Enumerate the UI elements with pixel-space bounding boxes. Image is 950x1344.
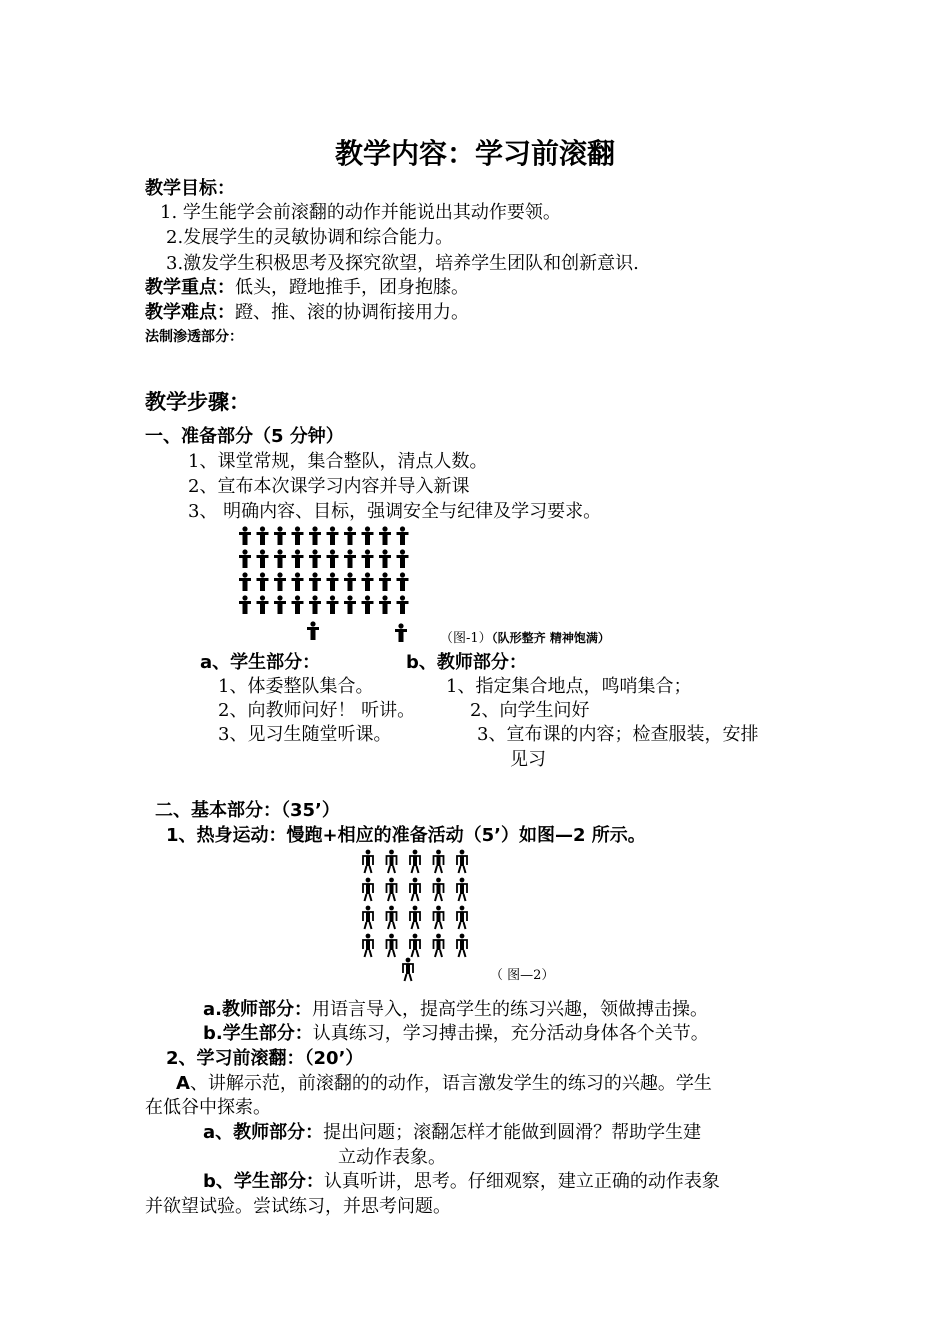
student-figure-icon (239, 572, 251, 591)
student-figure-icon (327, 595, 339, 614)
student-figure-icon (344, 572, 356, 591)
warmup-teacher (203, 997, 708, 1023)
student-figure-icon (362, 572, 374, 591)
student-figure-icon (292, 549, 304, 568)
student-figure-icon (257, 572, 269, 591)
student-figure-icon (410, 878, 420, 901)
student-figure-icon (307, 621, 319, 640)
key-points-text: 低头，蹬地推手，团身抱膝。 (235, 277, 469, 298)
roll-student (203, 1169, 720, 1195)
objectives-label: 教学目标： (145, 178, 235, 199)
key-points-label: 教学重点： (145, 277, 235, 298)
student-figure-icon (274, 572, 286, 591)
student-figure-icon (239, 595, 251, 614)
student-figure-icon (363, 906, 373, 929)
formation-figure-2 (360, 848, 472, 980)
student-figure-icon (379, 572, 391, 591)
student-figure-icon (387, 934, 397, 957)
warmup-student (203, 1021, 709, 1047)
student-figure-icon (434, 850, 444, 873)
difficulties-label: 教学难点： (145, 302, 235, 323)
student-figure-icon (292, 595, 304, 614)
student-figure-icon (239, 526, 251, 545)
student-figure-icon (327, 549, 339, 568)
part1-heading: 一、准备部分（5 分钟） (145, 426, 344, 447)
student-figure-icon (397, 572, 409, 591)
demo-text: 、讲解示范，前滚翻的的动作，语言激发学生的练习的兴趣。学生 (189, 1073, 712, 1094)
difficulties-text: 蹬、推、滚的协调衔接用力。 (235, 302, 469, 323)
student-item: 2、向教师问好！ 听讲。 (218, 700, 416, 721)
difficulties (145, 300, 469, 326)
roll-student-line-2: 并欲望试验。尝试练习，并思考问题。 (145, 1196, 451, 1217)
law-label: 法制渗透部分： (145, 329, 243, 345)
warmup-student-label: b.学生部分： (203, 1023, 313, 1044)
page-title: 教学内容：学习前滚翻 (334, 137, 615, 170)
student-figure-icon (410, 906, 420, 929)
figure1-caption-note: （队形整齐 精神饱满） (491, 631, 610, 645)
teacher-item: 见习 (510, 749, 546, 770)
student-figure-icon (434, 934, 444, 957)
student-figure-icon (387, 906, 397, 929)
student-figure-icon (379, 549, 391, 568)
teacher-item: 2、向学生问好 (470, 700, 590, 721)
student-figure-icon (239, 549, 251, 568)
part1-item: 2、宣布本次课学习内容并导入新课 (188, 476, 470, 497)
roll-student-label: b、学生部分： (203, 1171, 324, 1192)
student-figure-icon (257, 526, 269, 545)
roll-teacher-label: a、教师部分： (203, 1122, 324, 1143)
student-figure-icon (362, 549, 374, 568)
roll-student-text: 认真听讲，思考。仔细观察，建立正确的动作表象 (323, 1171, 720, 1192)
student-figure-icon (397, 549, 409, 568)
part2-heading: 二、基本部分：（35’） (155, 800, 340, 821)
student-figure-icon (292, 572, 304, 591)
student-figure-icon (457, 906, 467, 929)
student-figure-icon (395, 623, 407, 642)
student-figure-icon (410, 934, 420, 957)
figure2-caption: （ 图—2） (490, 968, 555, 983)
student-part-label: a、学生部分： (200, 652, 321, 673)
roll-teacher-text: 提出问题；滚翻怎样才能做到圆滑？帮助学生建 (323, 1122, 702, 1143)
student-figure-icon (309, 595, 321, 614)
student-figure-icon (457, 850, 467, 873)
roll-teacher (203, 1120, 701, 1146)
student-figure-icon (397, 595, 409, 614)
student-figure-icon (457, 934, 467, 957)
student-figure-icon (434, 878, 444, 901)
figure1-caption (440, 627, 610, 646)
student-item: 3、见习生随堂听课。 (218, 724, 392, 745)
figure1-caption-number: （图-1） (440, 631, 492, 646)
teacher-part-label: b、教师部分： (406, 652, 527, 673)
objective-item: 1. 学生能学会前滚翻的动作并能说出其动作要领。 (160, 202, 561, 223)
student-figure-icon (274, 595, 286, 614)
student-figure-icon (387, 878, 397, 901)
part1-item: 3、 明确内容、目标，强调安全与纪律及学习要求。 (188, 501, 602, 522)
student-figure-icon (403, 958, 413, 981)
student-figure-icon (257, 549, 269, 568)
steps-heading: 教学步骤： (145, 390, 250, 414)
warmup-student-text: 认真练习，学习搏击操，充分活动身体各个关节。 (312, 1023, 709, 1044)
student-figure-icon (362, 595, 374, 614)
student-figure-icon (257, 595, 269, 614)
student-figure-icon (309, 572, 321, 591)
warmup-teacher-text: 用语言导入，提高学生的练习兴趣，领做搏击操。 (311, 999, 708, 1020)
student-figure-icon (379, 526, 391, 545)
student-figure-icon (344, 595, 356, 614)
roll-teacher-line-2: 立动作表象。 (338, 1147, 446, 1168)
student-item: 1、体委整队集合。 (218, 676, 374, 697)
demo-label: A (176, 1073, 190, 1094)
student-figure-icon (363, 850, 373, 873)
objective-item: 3.激发学生积极思考及探究欲望，培养学生团队和创新意识. (166, 253, 639, 274)
student-figure-icon (410, 850, 420, 873)
student-figure-icon (274, 549, 286, 568)
student-figure-icon (362, 526, 374, 545)
part1-item: 1、课堂常规，集合整队，清点人数。 (188, 451, 488, 472)
student-figure-icon (327, 572, 339, 591)
roll-heading: 2、学习前滚翻：（20’） (166, 1048, 364, 1069)
student-figure-icon (274, 526, 286, 545)
warmup-heading: 1、热身运动：慢跑+相应的准备活动（5’）如图—2 所示。 (166, 825, 646, 846)
warmup-teacher-label: a.教师部分： (203, 999, 312, 1020)
student-figure-icon (363, 878, 373, 901)
key-points (145, 275, 469, 301)
teacher-item: 1、指定集合地点，鸣哨集合； (446, 676, 692, 697)
student-figure-icon (379, 595, 391, 614)
student-figure-icon (363, 934, 373, 957)
student-figure-icon (327, 526, 339, 545)
student-figure-icon (387, 850, 397, 873)
student-figure-icon (397, 526, 409, 545)
student-figure-icon (309, 549, 321, 568)
student-figure-icon (309, 526, 321, 545)
student-figure-icon (344, 526, 356, 545)
student-figure-icon (344, 549, 356, 568)
student-figure-icon (457, 878, 467, 901)
student-figure-icon (292, 526, 304, 545)
formation-figure-1 (236, 524, 416, 642)
demo-line-1 (176, 1071, 712, 1097)
student-figure-icon (434, 906, 444, 929)
objective-item: 2.发展学生的灵敏协调和综合能力。 (166, 227, 454, 248)
demo-line-2: 在低谷中探索。 (145, 1097, 271, 1118)
teacher-item: 3、宣布课的内容；检查服装，安排 (477, 724, 759, 745)
